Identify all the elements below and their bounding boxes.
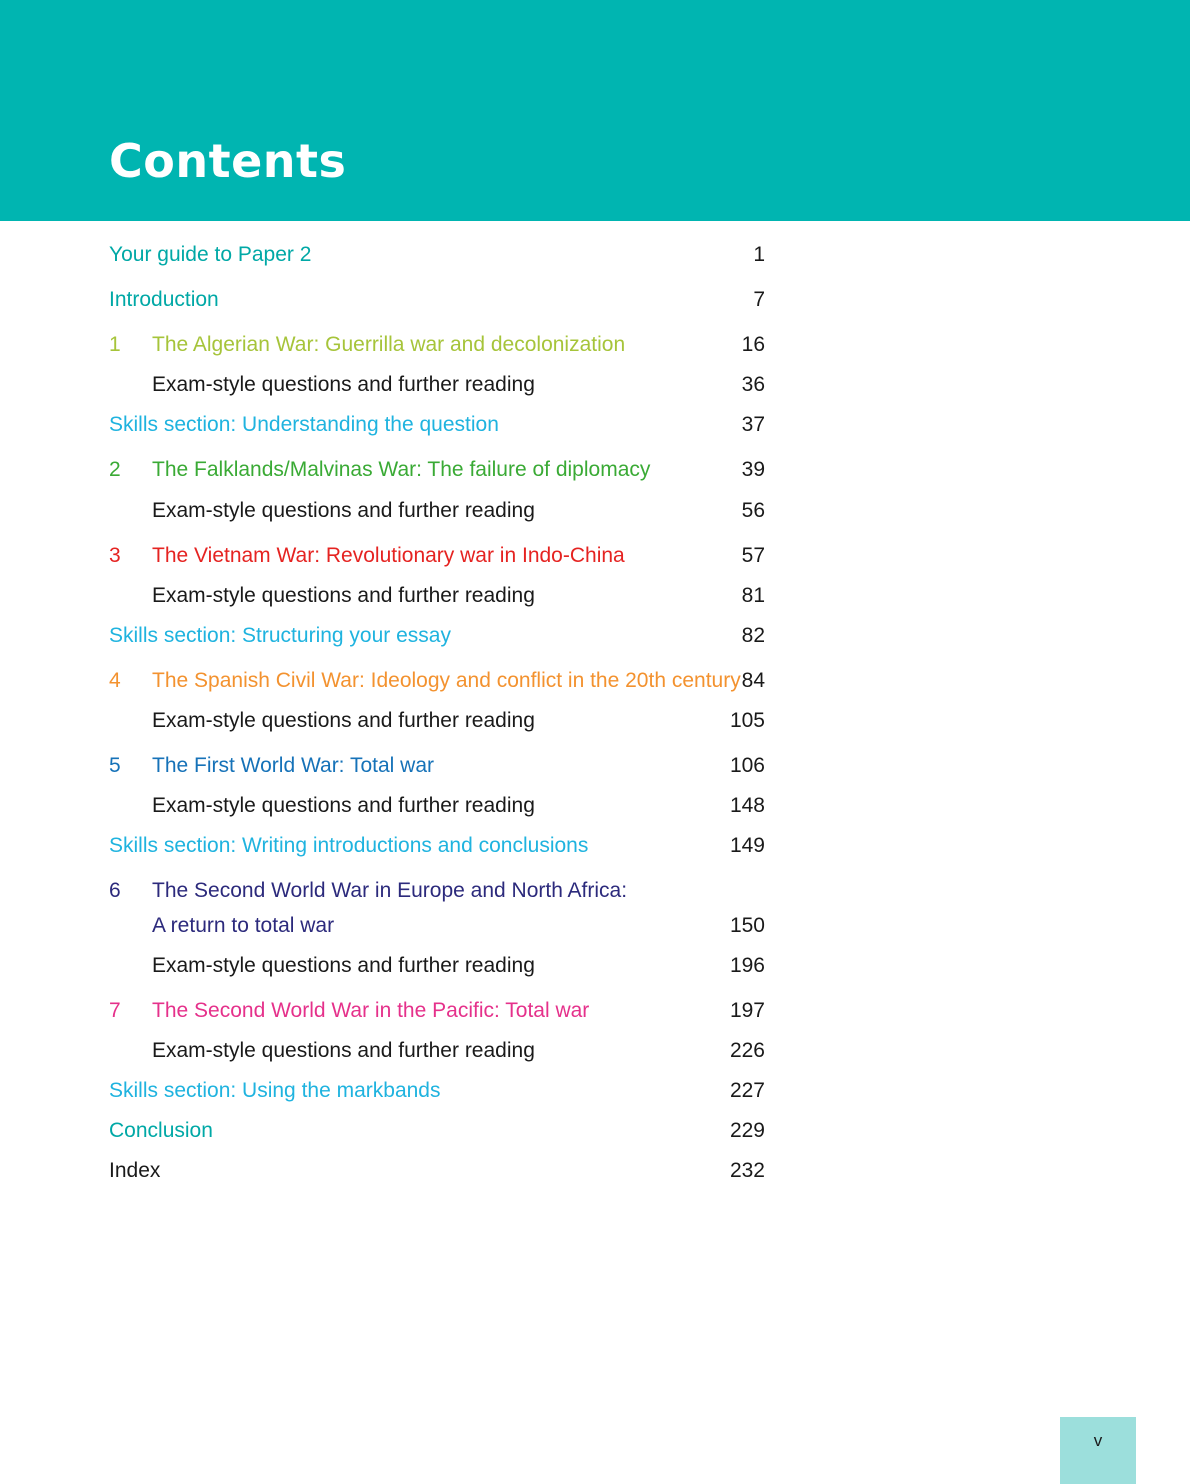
entry-title: Skills section: Using the markbands [109, 1079, 441, 1102]
toc-entry[interactable] [109, 1076, 765, 1106]
entry-title: Skills section: Writing introductions and conclusions [109, 834, 589, 857]
entry-title: Exam-style questions and further reading [152, 954, 535, 977]
page-ref: 106 [729, 754, 765, 777]
toc-chapter-entry[interactable] [109, 876, 765, 906]
page-ref: 105 [729, 709, 765, 732]
page-ref: 229 [729, 1119, 765, 1142]
chapter-number: 7 [109, 999, 121, 1022]
toc-chapter-entry[interactable] [109, 330, 765, 360]
entry-title: Exam-style questions and further reading [152, 709, 535, 732]
toc-entry[interactable] [109, 621, 765, 651]
entry-title: Exam-style questions and further reading [152, 499, 535, 522]
page-ref: 232 [729, 1159, 765, 1182]
page-ref: 7 [753, 288, 765, 311]
page-ref: 148 [729, 794, 765, 817]
page-ref: 36 [741, 373, 765, 396]
entry-title: The Algerian War: Guerrilla war and decolonization [152, 333, 626, 356]
page-ref: 39 [741, 458, 765, 481]
entry-title: Index [109, 1159, 161, 1182]
page-ref: 1 [753, 243, 765, 266]
entry-title: Introduction [109, 288, 219, 311]
entry-title: Conclusion [109, 1119, 213, 1142]
chapter-number: 2 [109, 458, 121, 481]
chapter-number: 1 [109, 333, 121, 356]
toc-entry[interactable] [109, 581, 765, 611]
page-number-tab [1060, 1417, 1136, 1484]
entry-title: A return to total war [152, 914, 335, 937]
toc-entry[interactable] [109, 370, 765, 400]
chapter-number: 6 [109, 879, 121, 902]
toc-entry[interactable] [109, 1116, 765, 1146]
toc-entry[interactable] [109, 410, 765, 440]
entry-title: Skills section: Understanding the question [109, 413, 499, 436]
toc-entry[interactable] [109, 831, 765, 861]
entry-title: The First World War: Total war [152, 754, 435, 777]
entry-title: Exam-style questions and further reading [152, 794, 535, 817]
entry-title: The Second World War in the Pacific: Total war [152, 999, 590, 1022]
page-ref: 196 [729, 954, 765, 977]
page-ref: 84 [741, 669, 765, 692]
entry-title: Skills section: Structuring your essay [109, 624, 451, 647]
page-ref: 227 [729, 1079, 765, 1102]
page-ref: 56 [741, 499, 765, 522]
page-ref: 37 [741, 413, 765, 436]
page-ref: 226 [729, 1039, 765, 1062]
toc-chapter-entry[interactable] [109, 996, 765, 1026]
entry-title: The Vietnam War: Revolutionary war in Indo-China [152, 544, 625, 567]
chapter-number: 4 [109, 669, 121, 692]
page-title: Contents [109, 134, 347, 188]
page-ref: 149 [729, 834, 765, 857]
entry-title: Exam-style questions and further reading [152, 1039, 535, 1062]
toc-entry[interactable] [109, 911, 765, 941]
entry-title: The Spanish Civil War: Ideology and conflict in the 20th century [152, 669, 741, 692]
toc-chapter-entry[interactable] [109, 666, 765, 696]
toc-chapter-entry[interactable] [109, 455, 765, 485]
toc-entry[interactable] [109, 240, 765, 270]
toc-entry[interactable] [109, 285, 765, 315]
entry-title: The Falklands/Malvinas War: The failure of diplomacy [152, 458, 651, 481]
toc-entry[interactable] [109, 951, 765, 981]
page-ref: 57 [741, 544, 765, 567]
page-ref: 16 [741, 333, 765, 356]
chapter-number: 5 [109, 754, 121, 777]
page-ref: 150 [729, 914, 765, 937]
page-ref: 82 [741, 624, 765, 647]
page-number: v [1093, 1431, 1103, 1450]
toc-chapter-entry[interactable] [109, 541, 765, 571]
toc-entry[interactable] [109, 1156, 765, 1186]
entry-title: Exam-style questions and further reading [152, 584, 535, 607]
toc-entry[interactable] [109, 706, 765, 736]
entry-title: The Second World War in Europe and North Africa: [152, 879, 628, 902]
entry-title: Your guide to Paper 2 [109, 243, 312, 266]
chapter-number: 3 [109, 544, 121, 567]
toc-chapter-entry[interactable] [109, 751, 765, 781]
toc-entry[interactable] [109, 496, 765, 526]
entry-title: Exam-style questions and further reading [152, 373, 535, 396]
toc-entry[interactable] [109, 1036, 765, 1066]
page-ref: 81 [741, 584, 765, 607]
page-ref: 197 [729, 999, 765, 1022]
toc-entry[interactable] [109, 791, 765, 821]
